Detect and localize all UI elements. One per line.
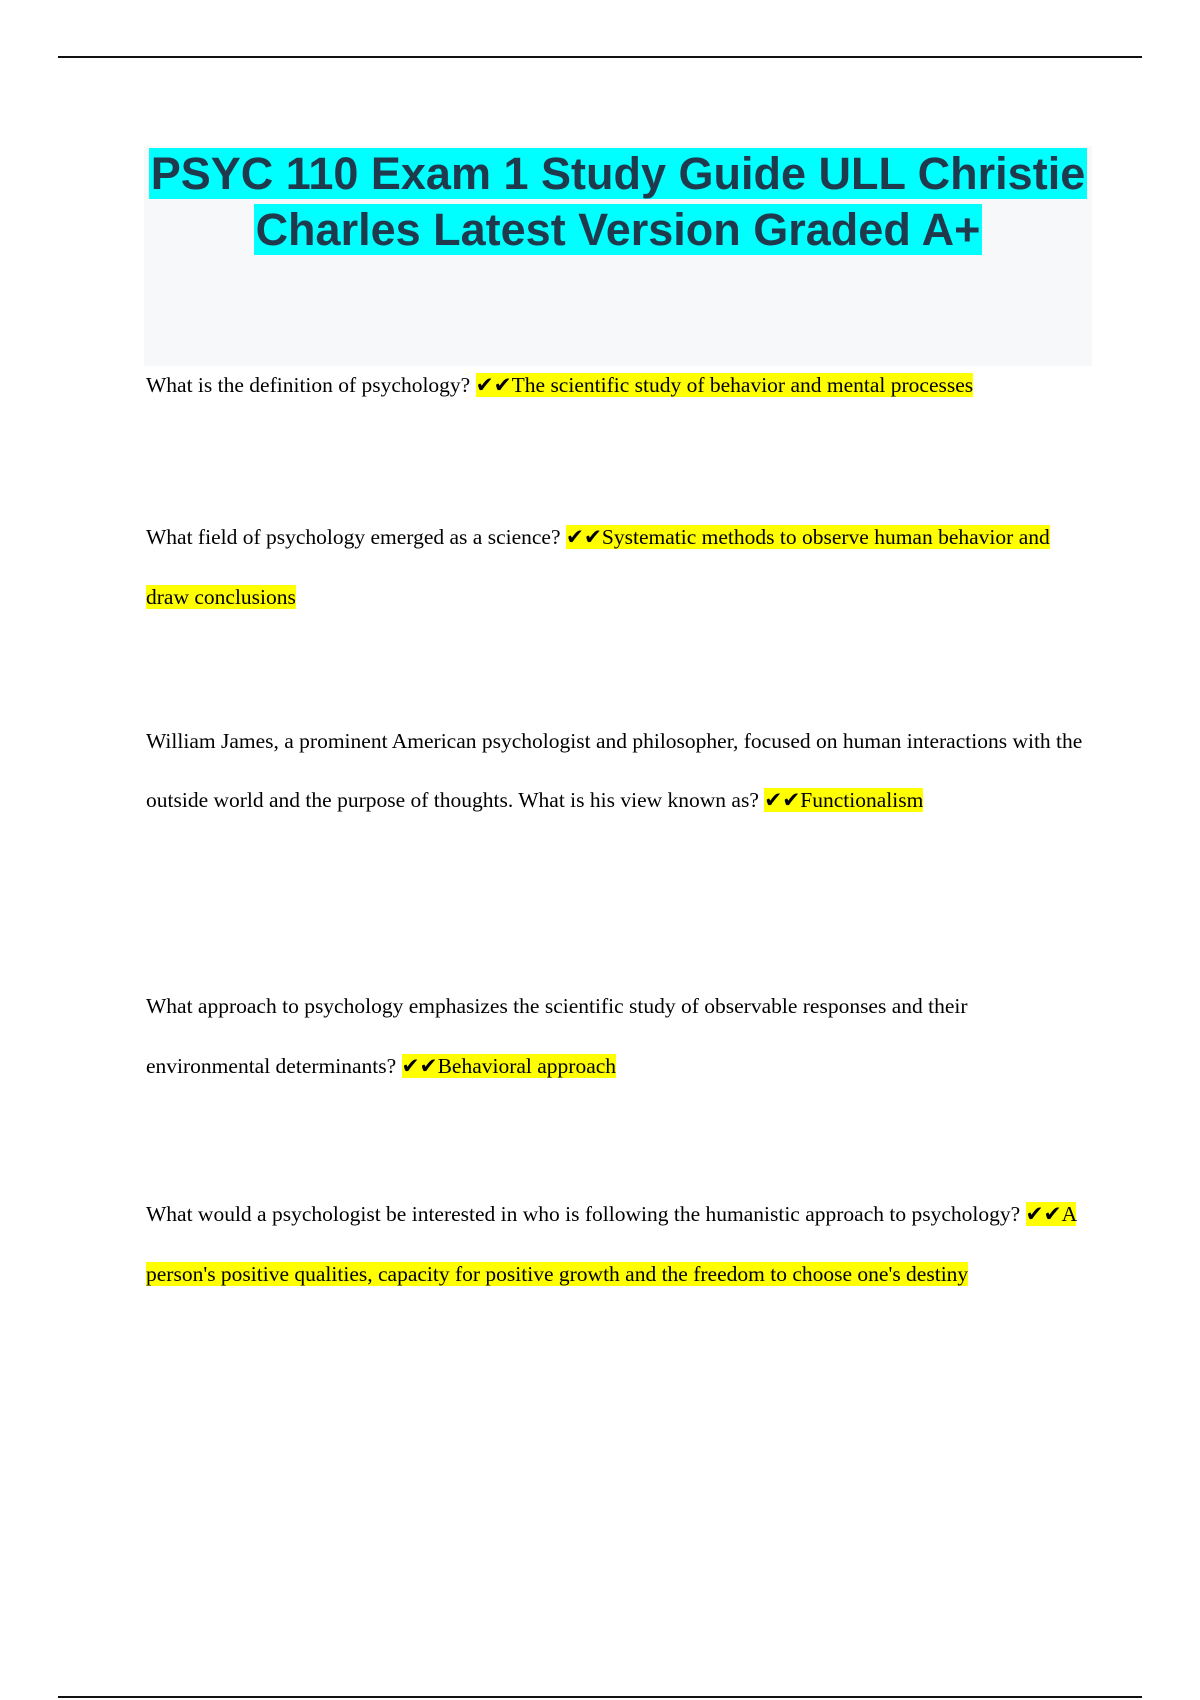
- check-mark-icon: ✔✔: [1025, 1202, 1062, 1226]
- question-text: What field of psychology emerged as a science?: [146, 525, 561, 549]
- answer-text: A person's positive qualities, capacity for positive growth and the freedom to choose one's destiny: [146, 1202, 1076, 1286]
- answer-text: Systematic methods to observe human behavior and draw conclusions: [146, 525, 1050, 609]
- answer-text: Behavioral approach: [437, 1054, 617, 1078]
- answer-highlight: [764, 788, 923, 812]
- question-text: What is the definition of psychology?: [146, 373, 471, 397]
- check-mark-icon: ✔✔: [475, 373, 512, 397]
- check-mark-icon: ✔✔: [401, 1054, 438, 1078]
- question-text: What would a psychologist be interested in who is following the humanistic approach to psychology?: [146, 1202, 1021, 1226]
- bottom-divider: [58, 1696, 1142, 1698]
- qa-item: [146, 712, 1086, 830]
- qa-item: [146, 355, 1086, 415]
- answer-highlight: [402, 1054, 617, 1078]
- top-divider: [58, 56, 1142, 58]
- check-mark-icon: ✔✔: [565, 525, 602, 549]
- check-mark-icon: ✔✔: [764, 788, 801, 812]
- question-text: What approach to psychology emphasizes the scientific study of observable responses and their environmental determinants?: [146, 994, 968, 1078]
- qa-item: [146, 507, 1086, 627]
- title-highlight: PSYC 110 Exam 1 Study Guide ULL Christie Charles Latest Version Graded A+: [150, 148, 1086, 255]
- answer-text: The scientific study of behavior and mental processes: [511, 373, 974, 397]
- qa-item: [146, 1184, 1086, 1304]
- question-text: William James, a prominent American psychologist and philosopher, focused on human interactions with the outside world and the purpose of thoughts. What is his view known as?: [146, 729, 1083, 812]
- answer-text: Functionalism: [800, 788, 924, 812]
- document-title: [144, 146, 1092, 258]
- qa-item: [146, 976, 1086, 1096]
- answer-highlight: [476, 373, 974, 397]
